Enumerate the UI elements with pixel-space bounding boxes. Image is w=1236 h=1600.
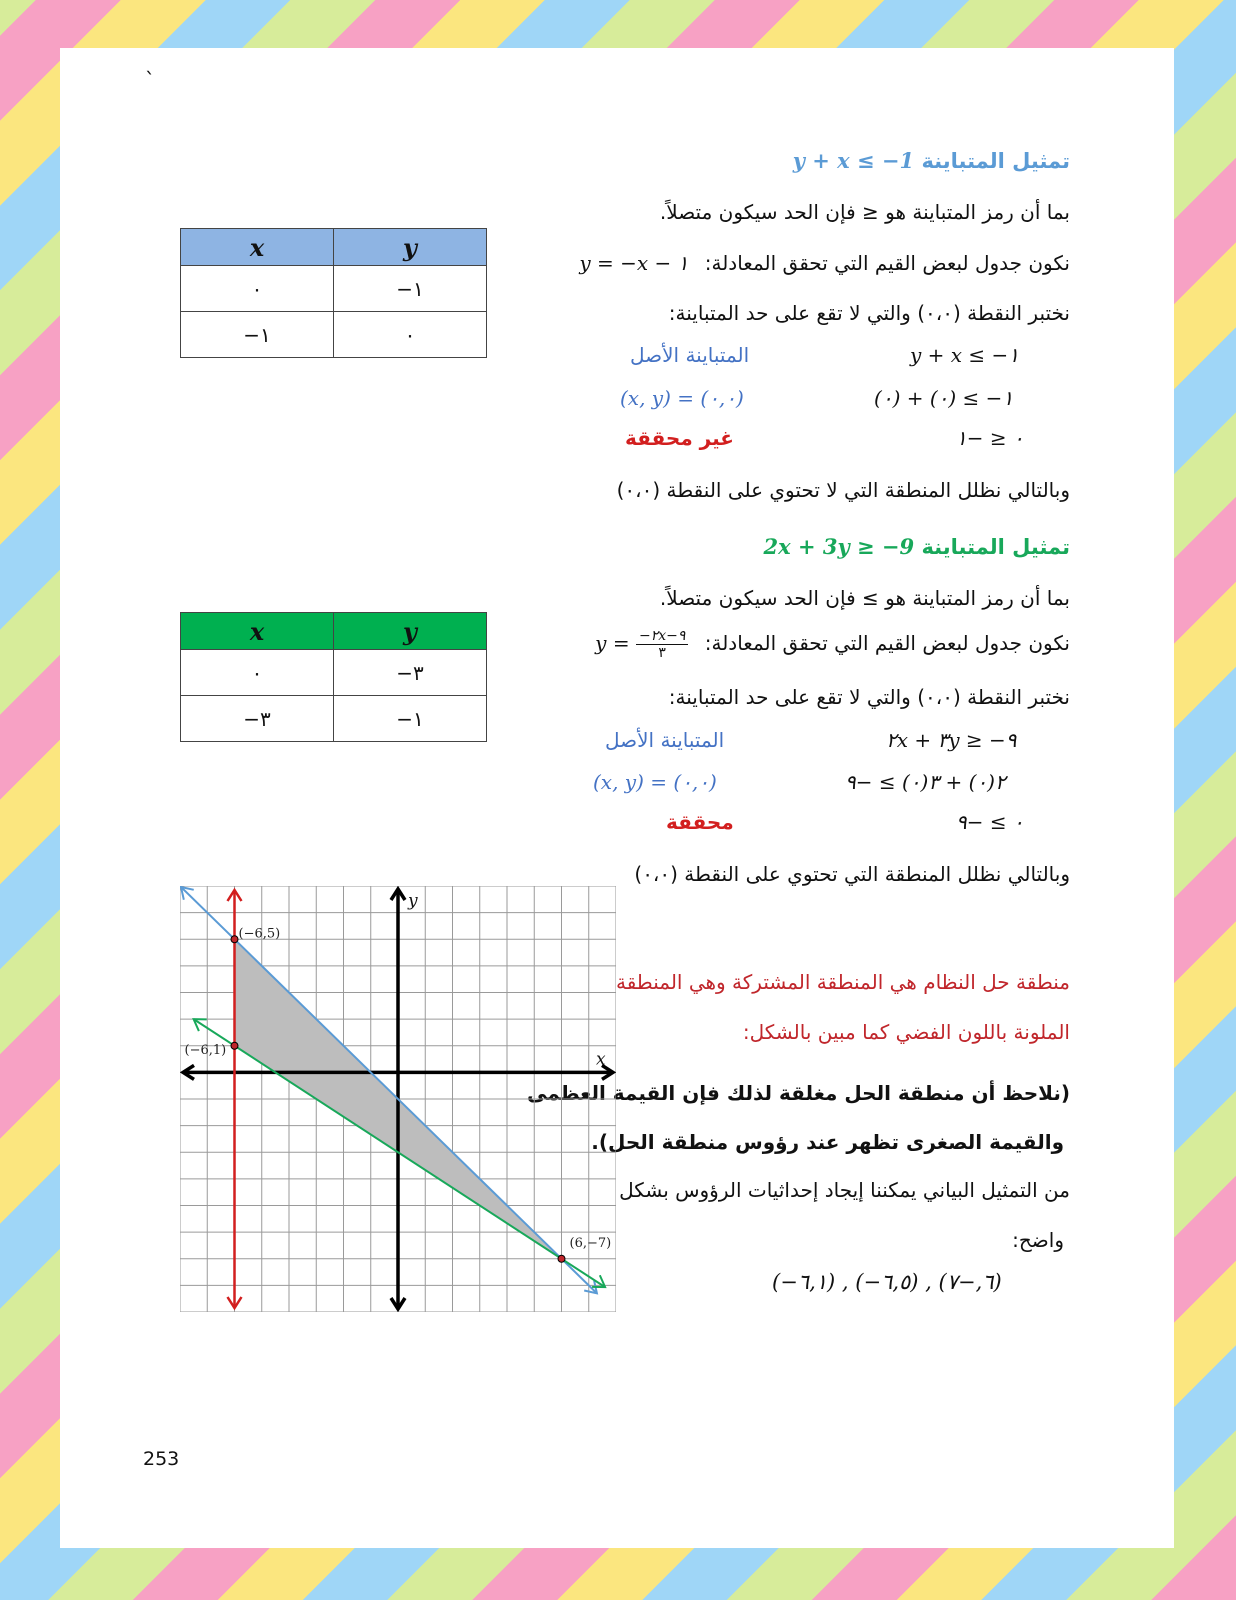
section2-fraction <box>636 628 688 661</box>
section2-conclusion: وبالتالي نظلل المنطقة التي تحتوي على النقطة (٠،٠) <box>634 862 1070 886</box>
vertex-point <box>558 1255 565 1262</box>
table-row <box>181 696 487 742</box>
solution-vertices: (−٦,١) , (−٦,٥) , (٦,−٧) <box>772 1270 1002 1294</box>
table2-header-y: y <box>334 613 487 650</box>
section1-table <box>180 228 487 358</box>
vertex-point <box>231 1042 238 1049</box>
section2-line1: بما أن رمز المتباينة هو ≥ فإن الحد سيكون متصلاً. <box>659 586 1070 610</box>
section1-heading-math: y + x ≤ −1 <box>792 148 915 173</box>
section2-step2-expr: ٢(٠) + ٣(٠) ≥ −٩ <box>845 770 1006 794</box>
section1-step3-expr: ٠ ≤ −١ <box>956 426 1024 450</box>
section1-step2-note: (x, y) = (٠,٠) <box>620 386 744 410</box>
vertex-label: (−6,1) <box>184 1042 227 1058</box>
section1-line2-math: y = −x − ١ <box>579 251 689 275</box>
section2-step3-expr: ٠ ≥ −٩ <box>956 810 1024 834</box>
table2-cell: ٠ <box>181 650 334 696</box>
table1-cell: ٠ <box>334 312 487 358</box>
section2-heading-math: 2x + 3y ≥ −9 <box>763 534 915 559</box>
y-axis-label: y <box>408 891 418 911</box>
table1-cell: ٠ <box>181 266 334 312</box>
page-sheet <box>60 48 1174 1548</box>
table2-cell: −٣ <box>334 650 487 696</box>
section2-heading-text: تمثيل المتباينة <box>921 535 1070 559</box>
table2-header-x: x <box>181 613 334 650</box>
table1-header-y: y <box>334 229 487 266</box>
vertex-label: (6,−7) <box>569 1235 612 1251</box>
solution-note2: والقيمة الصغرى تظهر عند رؤوس منطقة الحل). <box>591 1130 1064 1154</box>
solution-line4: واضح: <box>1012 1228 1064 1252</box>
section1-line1: بما أن رمز المتباينة هو ≤ فإن الحد سيكون متصلاً. <box>659 200 1070 224</box>
section2-step3-note: محققة <box>666 810 734 834</box>
section1-line2 <box>579 251 1070 275</box>
solution-line3: من التمثيل البياني يمكننا إيجاد إحداثيات الرؤوس بشكل <box>619 1178 1070 1202</box>
section1-step2-expr: (٠) + (٠) ≤ −١ <box>874 386 1014 410</box>
section2-line3: نختبر النقطة (٠،٠) والتي لا تقع على حد المتباينة: <box>668 685 1070 709</box>
page-number: 253 <box>143 1448 180 1470</box>
section1-heading-text: تمثيل المتباينة <box>921 149 1070 173</box>
table-row <box>181 266 487 312</box>
table1-cell: −١ <box>334 266 487 312</box>
section2-step1-note: المتباينة الأصل <box>605 728 725 752</box>
table-row <box>181 312 487 358</box>
table1-cell: −١ <box>181 312 334 358</box>
x-axis-label: x <box>596 1049 606 1070</box>
section1-conclusion: وبالتالي نظلل المنطقة التي لا تحتوي على النقطة (٠،٠) <box>616 478 1070 502</box>
table1-header-x: x <box>181 229 334 266</box>
solution-note1: (نلاحظ أن منطقة الحل مغلقة لذلك فإن القيمة العظمى <box>527 1081 1070 1105</box>
table2-cell: −١ <box>334 696 487 742</box>
top-mark: ` <box>145 68 155 92</box>
section1-heading <box>793 148 1070 173</box>
fraction-numerator: −٢x−٩ <box>636 628 688 645</box>
section2-heading <box>764 534 1070 559</box>
section1-step1-expr: y + x ≤ −١ <box>910 343 1020 367</box>
solution-graph <box>180 886 616 1312</box>
section2-line2-math <box>595 628 688 661</box>
section1-line3: نختبر النقطة (٠،٠) والتي لا تقع على حد المتباينة: <box>668 301 1070 325</box>
section2-line2 <box>595 628 1070 661</box>
section2-line2-lhs: y = <box>595 631 630 655</box>
section1-line2-text: نكون جدول لبعض القيم التي تحقق المعادلة: <box>704 251 1070 275</box>
section2-step1-expr: ٢x + ٣y ≥ −٩ <box>886 728 1017 752</box>
solution-line2: الملونة باللون الفضي كما مبين بالشكل: <box>742 1020 1070 1044</box>
section1-step3-note: غير محققة <box>625 426 734 450</box>
section2-line2-text: نكون جدول لبعض القيم التي تحقق المعادلة: <box>704 631 1070 655</box>
fraction-denominator: ٣ <box>658 645 666 661</box>
section2-step2-note: (x, y) = (٠,٠) <box>593 770 717 794</box>
vertex-point <box>231 936 238 943</box>
solution-line1: منطقة حل النظام هي المنطقة المشتركة وهي المنطقة <box>615 970 1070 994</box>
table2-cell: −٣ <box>181 696 334 742</box>
vertex-label: (−6,5) <box>238 926 281 942</box>
section1-step1-note: المتباينة الأصل <box>630 343 750 367</box>
section2-table <box>180 612 487 742</box>
table-row <box>181 650 487 696</box>
